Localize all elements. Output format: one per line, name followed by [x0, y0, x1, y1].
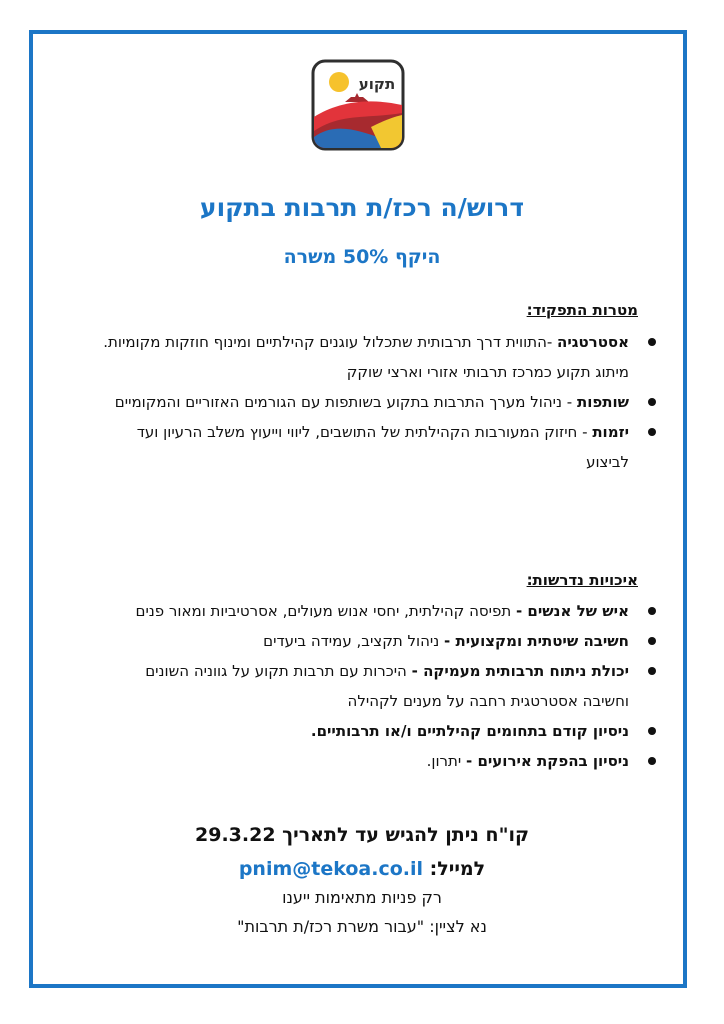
item-text: - ניהול מערך התרבות בתקוע בשותפות עם הגורמים האזוריים והמקומיים [114, 393, 577, 411]
item-text: יתרון. [426, 752, 466, 770]
item-text: היכרות עם תרבות תקוע על גווניה השונים וחשיבה אסטרטגית רחבה על מענים לקהילה [145, 662, 629, 710]
bullet-icon [648, 428, 656, 436]
list-item [96, 327, 656, 357]
item-text: -התווית דרך תרבותית שתכלול עוגנים קהילתיים ומינוף חוזקות מקומיות. [103, 333, 558, 351]
page-title: דרוש/ה רכז/ת תרבות בתקוע [199, 193, 525, 222]
deadline-text: קו"ח ניתן להגיש עד לתאריך 29.3.22 [195, 824, 529, 846]
item-extra-line: מיתוג תקוע כמרכז תרבותי אזורי וארצי שוקק [346, 363, 629, 381]
list-item [96, 387, 656, 417]
requirements-list [96, 596, 656, 776]
logo-text: תקוע [358, 75, 396, 93]
bullet-icon [648, 667, 656, 675]
footer-note: רק פניות מתאימות ייענו [282, 888, 442, 907]
page-subtitle: היקף 50% משרה [283, 246, 441, 268]
item-text: - חיזוק המעורבות הקהילתית של התושבים, ליווי וייעוץ משלב הרעיון ועד לביצוע [136, 423, 629, 471]
bullet-icon [648, 398, 656, 406]
item-label: חשיבה שיטתית ומקצועית - [444, 632, 629, 650]
goals-list [96, 327, 656, 477]
footer-note-subject: נא לציין: "עבור משרת רכז/ת תרבות" [237, 917, 487, 936]
list-item [96, 656, 656, 716]
bullet-icon [648, 727, 656, 735]
item-label: איש של אנשים - [515, 602, 629, 620]
list-item [96, 716, 656, 746]
bullet-icon [648, 637, 656, 645]
item-text: תפיסה קהילתית, יחסי אנוש מעולים, אסרטיביות ומאור פנים [135, 602, 516, 620]
item-label: ניסיון בהפקת אירועים - [466, 752, 629, 770]
bullet-icon [648, 757, 656, 765]
goals-heading: מטרות התפקיד: [526, 301, 638, 319]
item-label: יכולת ניתוח תרבותית מעמיקה - [411, 662, 629, 680]
list-item [96, 626, 656, 656]
item-label: יזמות [592, 423, 629, 441]
requirements-heading: איכויות נדרשות: [526, 571, 638, 589]
item-label: שותפות [576, 393, 629, 411]
email-label: למייל: [423, 858, 486, 880]
item-label: ניסיון קודם בתחומים קהילתיים ו/או תרבותיים. [310, 722, 629, 740]
list-item [96, 596, 656, 626]
email-line [60, 853, 664, 885]
email-link[interactable]: pnim@tekoa.co.il [238, 858, 424, 880]
list-item [96, 746, 656, 776]
item-text: ניהול תקציב, עמידה ביעדים [263, 632, 445, 650]
bullet-icon [648, 338, 656, 346]
list-item [96, 417, 656, 477]
bullet-icon [648, 607, 656, 615]
tekoa-logo [311, 59, 405, 151]
item-label: אסטרטגיה [557, 333, 629, 351]
